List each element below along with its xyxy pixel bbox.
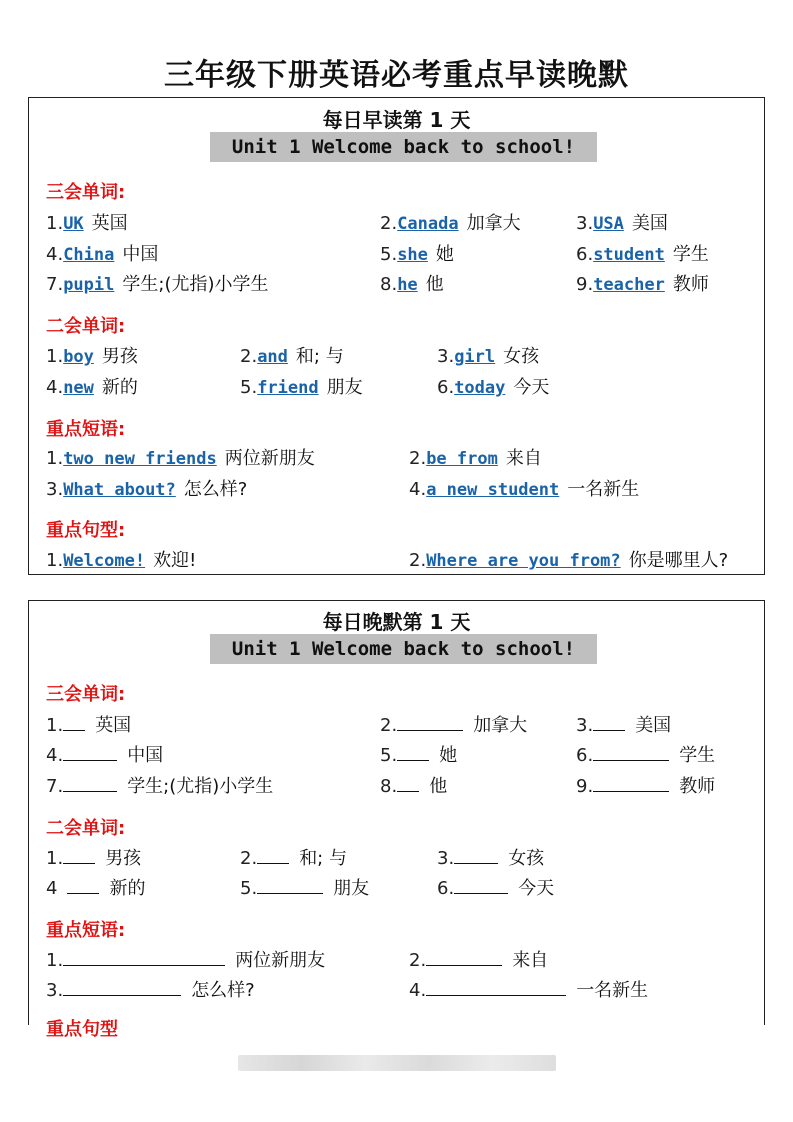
blank-item: 2. 来自 bbox=[409, 950, 549, 971]
evening-dictation-box bbox=[28, 600, 765, 1040]
evening-unit-title: Unit 1 Welcome back to school! bbox=[210, 634, 597, 664]
word-item: 7.pupil 学生;(尤指)小学生 bbox=[46, 274, 269, 295]
answer-blank[interactable] bbox=[397, 775, 419, 792]
blurred-watermark bbox=[238, 1055, 556, 1071]
blank-item: 2. 加拿大 bbox=[380, 715, 528, 736]
morning-reading-box bbox=[28, 97, 765, 575]
phrase-item: 1.two new friends 两位新朋友 bbox=[46, 448, 315, 469]
evening-header: 每日晚默第 1 天 bbox=[322, 610, 471, 634]
blank-item: 8. 他 bbox=[380, 776, 448, 797]
phrase-item: 2.be from 来自 bbox=[409, 448, 542, 469]
blank-item: 2. 和; 与 bbox=[240, 848, 347, 869]
answer-blank[interactable] bbox=[63, 949, 225, 966]
blank-item: 7. 学生;(尤指)小学生 bbox=[46, 776, 274, 797]
blank-item: 3. 女孩 bbox=[437, 848, 545, 869]
answer-blank[interactable] bbox=[593, 744, 669, 761]
word-item: 3.girl 女孩 bbox=[437, 346, 540, 367]
word-item: 3.USA 美国 bbox=[576, 213, 668, 234]
blank-item: 3. 美国 bbox=[576, 715, 672, 736]
word-item: 6.today 今天 bbox=[437, 377, 550, 398]
word-item: 8.he 他 bbox=[380, 274, 444, 295]
section-label-key-phrases: 重点短语: bbox=[46, 920, 126, 941]
section-label-three-skill-words: 三会单词: bbox=[46, 684, 126, 705]
word-item: 1.boy 男孩 bbox=[46, 346, 138, 367]
answer-blank[interactable] bbox=[63, 714, 85, 731]
answer-blank[interactable] bbox=[593, 714, 625, 731]
answer-blank[interactable] bbox=[63, 847, 95, 864]
answer-blank[interactable] bbox=[63, 979, 181, 996]
answer-blank[interactable] bbox=[257, 877, 323, 894]
answer-blank[interactable] bbox=[397, 714, 463, 731]
word-item: 6.student 学生 bbox=[576, 244, 709, 265]
phrase-item: 4.a new student 一名新生 bbox=[409, 479, 640, 500]
answer-blank[interactable] bbox=[454, 847, 498, 864]
word-item: 5.friend 朋友 bbox=[240, 377, 363, 398]
phrase-item: 3.What about? 怎么样? bbox=[46, 479, 248, 500]
word-item: 5.she 她 bbox=[380, 244, 454, 265]
answer-blank[interactable] bbox=[67, 877, 99, 894]
section-label-three-skill-words: 三会单词: bbox=[46, 182, 126, 203]
word-item: 1.UK 英国 bbox=[46, 213, 128, 234]
morning-unit-title: Unit 1 Welcome back to school! bbox=[210, 132, 597, 162]
blank-item: 1. 男孩 bbox=[46, 848, 142, 869]
answer-blank[interactable] bbox=[426, 949, 502, 966]
word-item: 9.teacher 教师 bbox=[576, 274, 709, 295]
morning-header: 每日早读第 1 天 bbox=[322, 108, 471, 132]
answer-blank[interactable] bbox=[426, 979, 566, 996]
answer-blank[interactable] bbox=[63, 775, 117, 792]
blank-item: 6. 学生 bbox=[576, 745, 716, 766]
answer-blank[interactable] bbox=[397, 744, 429, 761]
sentence-item: 2.Where are you from? 你是哪里人? bbox=[409, 550, 729, 571]
blank-item: 5. 她 bbox=[380, 745, 458, 766]
section-label-key-sentences: 重点句型 bbox=[46, 1019, 118, 1040]
word-item: 4.China 中国 bbox=[46, 244, 159, 265]
page-title: 三年级下册英语必考重点早读晚默 bbox=[164, 58, 629, 93]
answer-blank[interactable] bbox=[593, 775, 669, 792]
section-label-key-sentences: 重点句型: bbox=[46, 520, 126, 541]
blank-item: 4. 一名新生 bbox=[409, 980, 649, 1001]
blank-item: 4 新的 bbox=[46, 878, 146, 899]
word-item: 2.Canada 加拿大 bbox=[380, 213, 521, 234]
word-item: 4.new 新的 bbox=[46, 377, 138, 398]
blank-item: 6. 今天 bbox=[437, 878, 555, 899]
section-label-two-skill-words: 二会单词: bbox=[46, 818, 126, 839]
answer-blank[interactable] bbox=[454, 877, 508, 894]
blank-item: 1. 英国 bbox=[46, 715, 132, 736]
section-label-two-skill-words: 二会单词: bbox=[46, 316, 126, 337]
blank-item: 5. 朋友 bbox=[240, 878, 370, 899]
word-item: 2.and 和; 与 bbox=[240, 346, 344, 367]
sentence-item: 1.Welcome! 欢迎! bbox=[46, 550, 197, 571]
blank-item: 3. 怎么样? bbox=[46, 980, 255, 1001]
blank-item: 4. 中国 bbox=[46, 745, 164, 766]
blank-item: 1. 两位新朋友 bbox=[46, 950, 326, 971]
section-label-key-phrases: 重点短语: bbox=[46, 419, 126, 440]
blank-item: 9. 教师 bbox=[576, 776, 716, 797]
answer-blank[interactable] bbox=[257, 847, 289, 864]
answer-blank[interactable] bbox=[63, 744, 117, 761]
